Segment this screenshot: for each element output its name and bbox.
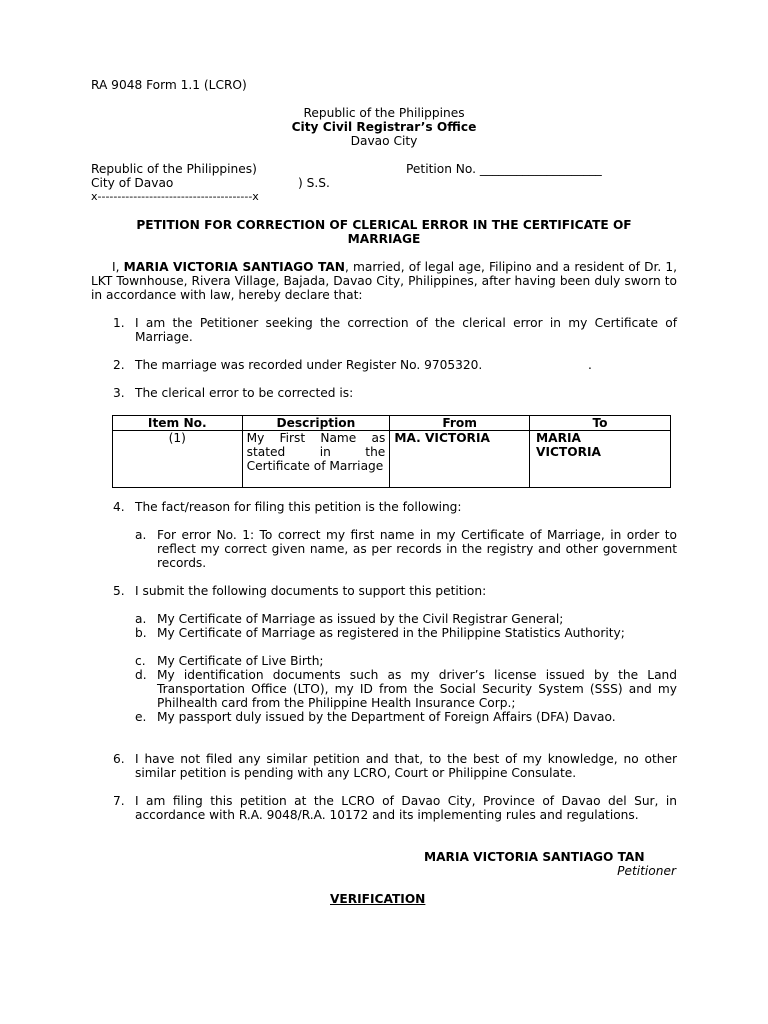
item-5b-text: My Certificate of Marriage as registered in the Philippine Statistics Authority;	[157, 626, 625, 640]
item-4-number: 4.	[113, 500, 125, 514]
item-5d-text: My identification documents such as my driver’s license issued by the Land Transportation Office (LTO), my ID from the Social Security System (SSS) and my Philhealth card from the Philippine Health Insurance Corp.;	[157, 668, 677, 710]
header-item-no: Item No.	[113, 416, 243, 431]
cell-to: MARIA VICTORIA	[530, 431, 671, 488]
item-3-number: 3.	[113, 386, 125, 400]
petition-number: Petition No. ____________________	[406, 162, 602, 176]
item-5e-text: My passport duly issued by the Department of Foreign Affairs (DFA) Davao.	[157, 710, 616, 724]
table-header-row	[113, 416, 671, 431]
item-1-text: I am the Petitioner seeking the correction of the clerical error in my Certificate of Marriage.	[135, 316, 677, 344]
signature-name: MARIA VICTORIA SANTIAGO TAN	[424, 850, 645, 864]
item-2-number: 2.	[113, 358, 125, 372]
signature-role: Petitioner	[617, 864, 676, 878]
item-4a-text: For error No. 1: To correct my first name in my Certificate of Marriage, in order to reflect my correct given name, as per records in the registry and other government records.	[157, 528, 677, 570]
item-4a-letter: a.	[135, 528, 147, 542]
item-2-text: The marriage was recorded under Register No. 9705320.	[135, 358, 483, 372]
intro-paragraph	[91, 260, 677, 302]
item-7-text: I am filing this petition at the LCRO of Davao City, Province of Davao del Sur, in accordance with R.A. 9048/R.A. 10172 and its implementing rules and regulations.	[135, 794, 677, 822]
header-to: To	[530, 416, 671, 431]
caption-ss: ) S.S.	[298, 176, 330, 190]
header-city: Davao City	[350, 134, 418, 148]
caption-city: City of Davao	[91, 176, 174, 190]
table-row	[113, 431, 671, 488]
header-from: From	[390, 416, 530, 431]
item-5e-letter: e.	[135, 710, 147, 724]
header-republic: Republic of the Philippines	[303, 106, 465, 120]
cell-item-no: (1)	[113, 431, 243, 488]
verification-heading: VERIFICATION	[330, 892, 426, 906]
item-5c-text: My Certificate of Live Birth;	[157, 654, 324, 668]
item-3-text: The clerical error to be corrected is:	[135, 386, 354, 400]
item-2-trailing-dot: .	[588, 358, 592, 372]
intro-rest: , married, of legal age, Filipino and a resident of Dr. 1, LKT Townhouse, Rivera Village, Bajada, Davao City, Philippines, after having been duly sworn to in accordance with law, hereby declare that:	[91, 260, 677, 302]
item-6-number: 6.	[113, 752, 125, 766]
item-5b-letter: b.	[135, 626, 147, 640]
item-5a-letter: a.	[135, 612, 147, 626]
item-5d-letter: d.	[135, 668, 147, 682]
item-7-number: 7.	[113, 794, 125, 808]
clerical-error-table	[112, 415, 671, 488]
item-6-text: I have not filed any similar petition and that, to the best of my knowledge, no other similar petition is pending with any LCRO, Court or Philippine Consulate.	[135, 752, 677, 780]
caption-separator: x---------------------------------------x	[91, 190, 259, 203]
intro-prefix: I,	[112, 260, 124, 274]
item-5a-text: My Certificate of Marriage as issued by the Civil Registrar General;	[157, 612, 564, 626]
item-5-text: I submit the following documents to support this petition:	[135, 584, 487, 598]
item-1-number: 1.	[113, 316, 125, 330]
item-5c-letter: c.	[135, 654, 146, 668]
petitioner-name: MARIA VICTORIA SANTIAGO TAN	[123, 260, 346, 274]
petition-title-line1: PETITION FOR CORRECTION OF CLERICAL ERROR IN THE CERTIFICATE OF	[136, 218, 632, 232]
caption-republic: Republic of the Philippines)	[91, 162, 257, 176]
item-5-number: 5.	[113, 584, 125, 598]
cell-from: MA. VICTORIA	[390, 431, 530, 488]
item-4-text: The fact/reason for filing this petition is the following:	[135, 500, 462, 514]
cell-description: My First Name as stated in the Certificate of Marriage	[242, 431, 390, 488]
petition-title-line2: MARRIAGE	[347, 232, 421, 246]
form-reference: RA 9048 Form 1.1 (LCRO)	[91, 78, 247, 92]
header-office: City Civil Registrar’s Office	[291, 120, 477, 134]
header-description: Description	[242, 416, 390, 431]
